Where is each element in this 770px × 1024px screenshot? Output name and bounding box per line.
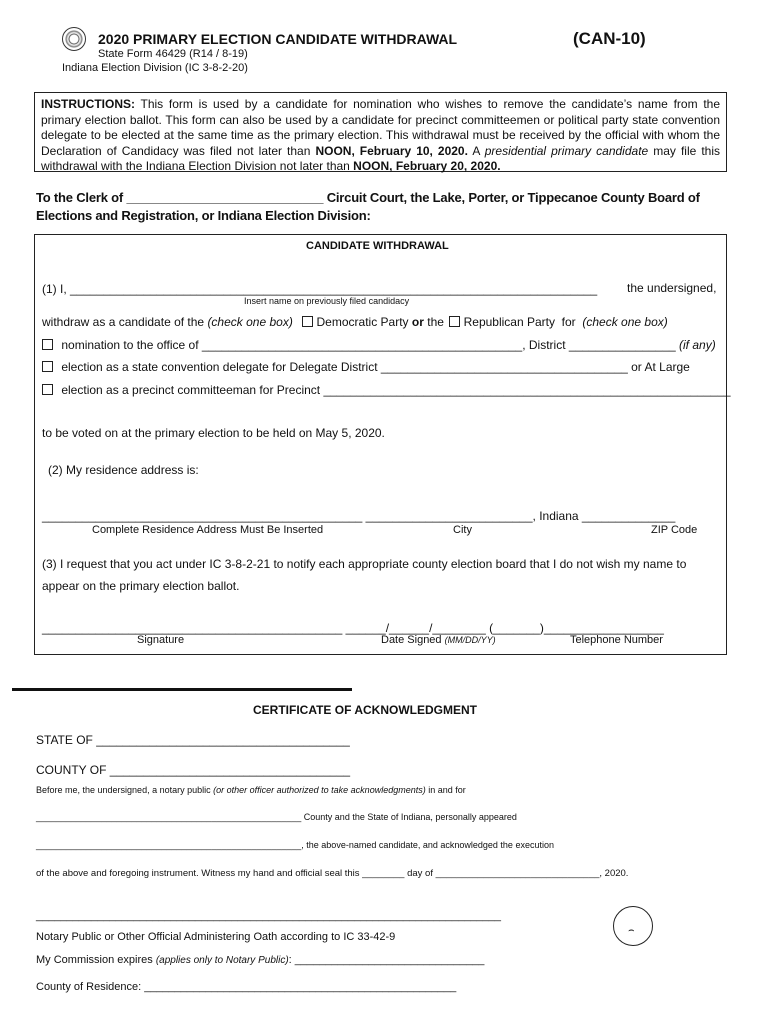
delegate-row: election as a state convention delegate for Delegate District _____________________________________ or At Large	[42, 360, 690, 374]
date-hint: Date Signed (MM/DD/YY)	[381, 634, 496, 646]
foregoing-line[interactable]: of the above and foregoing instrument. Witness my hand and official seal this ________ day of _______________________________, 2020.	[36, 868, 629, 879]
instructions-box: INSTRUCTIONS: This form is used by a candidate for nomination who wishes to remove the candidate’s name from the primary election ballot. This form can also be used by a candidate for precinct committeemen or political party state convention delegate to be elected at the same time as the primary election. This withdrawal must be received by the official with whom the Declaration of Candidacy was filed not later than NOON, February 10, 2020. A presidential primary candidate may file this withdrawal with the Indiana Election Division not later than NOON, February 20, 2020.	[34, 92, 727, 172]
form-title: 2020 PRIMARY ELECTION CANDIDATE WITHDRAWAL	[98, 31, 458, 47]
signature-line[interactable]: _____________________________________________ ______/______/________ (_______)__________________	[42, 621, 664, 635]
notary-seal-circle	[613, 906, 653, 946]
address-line[interactable]: ________________________________________________ _________________________, Indiana ______________	[42, 509, 676, 523]
signature-hint: Signature	[137, 634, 185, 646]
democratic-checkbox[interactable]	[302, 316, 313, 327]
residence-label: (2) My residence address is:	[48, 463, 199, 477]
before-me-text: Before me, the undersigned, a notary public (or other officer authorized to take acknowledgments) in and for	[36, 785, 466, 795]
zip-hint: ZIP Code	[651, 524, 698, 536]
seal-mark: ⌢	[628, 925, 635, 936]
undersigned-label: the undersigned,	[627, 281, 717, 295]
name-hint: Insert name on previously filed candidacy	[244, 296, 410, 306]
election-date-text: to be voted on at the primary election to be held on May 5, 2020.	[42, 426, 385, 440]
county-of-line[interactable]: COUNTY OF ____________________________________	[36, 763, 351, 777]
precinct-row: election as a precinct committeeman for Precinct _____________________________________________________________	[42, 383, 731, 397]
phone-hint: Telephone Number	[570, 634, 663, 646]
named-candidate-line[interactable]: _____________________________________________________, the above-named candidate, and acknowledged the execution	[36, 840, 554, 850]
office-checkbox[interactable]	[42, 339, 53, 350]
section-divider	[12, 688, 352, 691]
notary-signature-line[interactable]: ____________________________________________________________________________	[36, 910, 501, 922]
county-line[interactable]: _____________________________________________________ County and the State of Indiana, personally appeared	[36, 812, 517, 822]
division-citation: Indiana Election Division (IC 3-8-2-20)	[62, 62, 248, 74]
withdrawal-heading: CANDIDATE WITHDRAWAL	[306, 240, 449, 252]
form-code: (CAN-10)	[573, 29, 646, 48]
precinct-checkbox[interactable]	[42, 384, 53, 395]
instructions-label: INSTRUCTIONS:	[41, 97, 135, 111]
deadline-2: NOON, February 20, 2020.	[353, 159, 501, 174]
address-hint: Complete Residence Address Must Be Inserted	[92, 524, 324, 536]
city-hint: City	[453, 524, 472, 536]
republican-checkbox[interactable]	[449, 316, 460, 327]
party-row: withdraw as a candidate of the (check one box) Democratic Party or the Republican Party for (check one box)	[42, 315, 668, 329]
state-seal-icon	[62, 27, 86, 51]
state-of-line[interactable]: STATE OF ______________________________________	[36, 733, 350, 747]
delegate-checkbox[interactable]	[42, 361, 53, 372]
state-form-number: State Form 46429 (R14 / 8-19)	[98, 48, 248, 60]
commission-line: My Commission expires (applies only to Notary Public): _______________________________	[36, 954, 485, 966]
request-line-2: appear on the primary election ballot.	[42, 579, 240, 593]
certificate-heading: CERTIFICATE OF ACKNOWLEDGMENT	[253, 703, 477, 717]
deadline-1: NOON, February 10, 2020.	[315, 143, 468, 158]
office-row: nomination to the office of ________________________________________________, District ________________ (if any)	[42, 338, 716, 352]
request-line-1: (3) I request that you act under IC 3-8-2-21 to notify each appropriate county election board that I do not wish my name to	[42, 557, 687, 571]
name-line[interactable]: (1) I, _______________________________________________________________________________	[42, 282, 598, 296]
notary-label: Notary Public or Other Official Administering Oath according to IC 33-42-9	[36, 931, 396, 943]
clerk-address: To the Clerk of ____________________________ Circuit Court, the Lake, Porter, or Tippecanoe County Board of Elections and Registration, or Indiana Election Division:	[36, 190, 700, 223]
county-residence-line[interactable]: County of Residence: ___________________________________________________	[36, 981, 457, 993]
